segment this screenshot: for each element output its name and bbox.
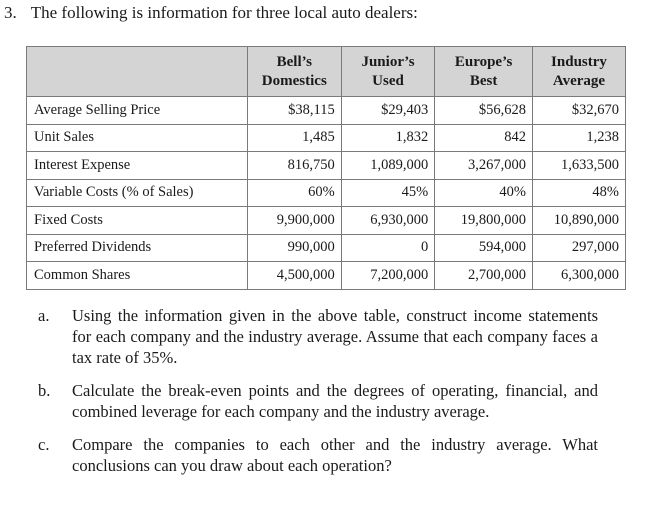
column-header-line2: Domestics — [261, 72, 327, 89]
part-text: Calculate the break-even points and the degrees of operating, financial, and combined leverage for each company and the industry average. — [72, 381, 598, 421]
row-label: Common Shares — [27, 262, 248, 290]
question-header — [4, 3, 418, 23]
table-cell: $32,670 — [532, 97, 625, 125]
dealer-data-table — [26, 46, 626, 290]
table-row — [27, 124, 626, 152]
table-cell: 6,300,000 — [532, 262, 625, 290]
row-label: Interest Expense — [27, 152, 248, 180]
table-header-row — [27, 47, 626, 97]
table-cell: 40% — [435, 179, 533, 207]
table-cell: $38,115 — [247, 97, 341, 125]
table-cell: 4,500,000 — [247, 262, 341, 290]
column-header-bells-domestics — [247, 47, 341, 97]
row-label: Preferred Dividends — [27, 234, 248, 262]
question-part-b — [38, 380, 598, 422]
table-cell: 60% — [247, 179, 341, 207]
column-header-line1: Industry — [551, 53, 607, 70]
table-cell: $29,403 — [341, 97, 435, 125]
table-cell: 19,800,000 — [435, 207, 533, 235]
part-text: Using the information given in the above table, construct income statements for each company and the industry average. Assume that each company faces a tax rate of 35%. — [72, 306, 598, 367]
part-letter: a. — [38, 306, 50, 325]
row-label: Variable Costs (% of Sales) — [27, 179, 248, 207]
table-row — [27, 262, 626, 290]
column-header-line2: Used — [372, 72, 404, 89]
table-cell: 1,832 — [341, 124, 435, 152]
table-row — [27, 179, 626, 207]
table-cell: 3,267,000 — [435, 152, 533, 180]
row-label: Fixed Costs — [27, 207, 248, 235]
question-number: 3. — [4, 3, 17, 22]
column-header-line2: Average — [552, 72, 606, 89]
question-intro: The following is information for three local auto dealers: — [30, 3, 418, 22]
column-header-line1: Bell’s — [276, 53, 312, 70]
part-text: Compare the companies to each other and the industry average. What conclusions can you draw about each operation? — [72, 435, 598, 475]
table-cell: 1,238 — [532, 124, 625, 152]
column-header-europes-best — [435, 47, 533, 97]
table-cell: 48% — [532, 179, 625, 207]
table-cell: 45% — [341, 179, 435, 207]
table-row — [27, 97, 626, 125]
table-cell: 9,900,000 — [247, 207, 341, 235]
column-header-industry-average — [532, 47, 625, 97]
table-cell: 2,700,000 — [435, 262, 533, 290]
table-cell: 842 — [435, 124, 533, 152]
table-cell: 7,200,000 — [341, 262, 435, 290]
table-cell: 990,000 — [247, 234, 341, 262]
question-parts — [38, 305, 598, 488]
column-header-line1: Europe’s — [454, 53, 513, 70]
table-cell: 1,633,500 — [532, 152, 625, 180]
row-label: Unit Sales — [27, 124, 248, 152]
table-cell: 0 — [341, 234, 435, 262]
table-row — [27, 234, 626, 262]
column-header-line2: Best — [469, 72, 498, 89]
table-cell: 297,000 — [532, 234, 625, 262]
table-corner-cell — [27, 47, 248, 97]
row-label: Average Selling Price — [27, 97, 248, 125]
column-header-juniors-used — [341, 47, 435, 97]
table-row — [27, 207, 626, 235]
part-letter: b. — [38, 381, 51, 400]
part-letter: c. — [38, 435, 50, 454]
column-header-line1: Junior’s — [361, 53, 415, 70]
table-cell: 816,750 — [247, 152, 341, 180]
table-cell: 594,000 — [435, 234, 533, 262]
table-row — [27, 152, 626, 180]
table-cell: 6,930,000 — [341, 207, 435, 235]
question-part-c — [38, 434, 598, 476]
table-cell: 1,089,000 — [341, 152, 435, 180]
question-part-a — [38, 305, 598, 368]
table-cell: 10,890,000 — [532, 207, 625, 235]
table-cell: 1,485 — [247, 124, 341, 152]
table-cell: $56,628 — [435, 97, 533, 125]
